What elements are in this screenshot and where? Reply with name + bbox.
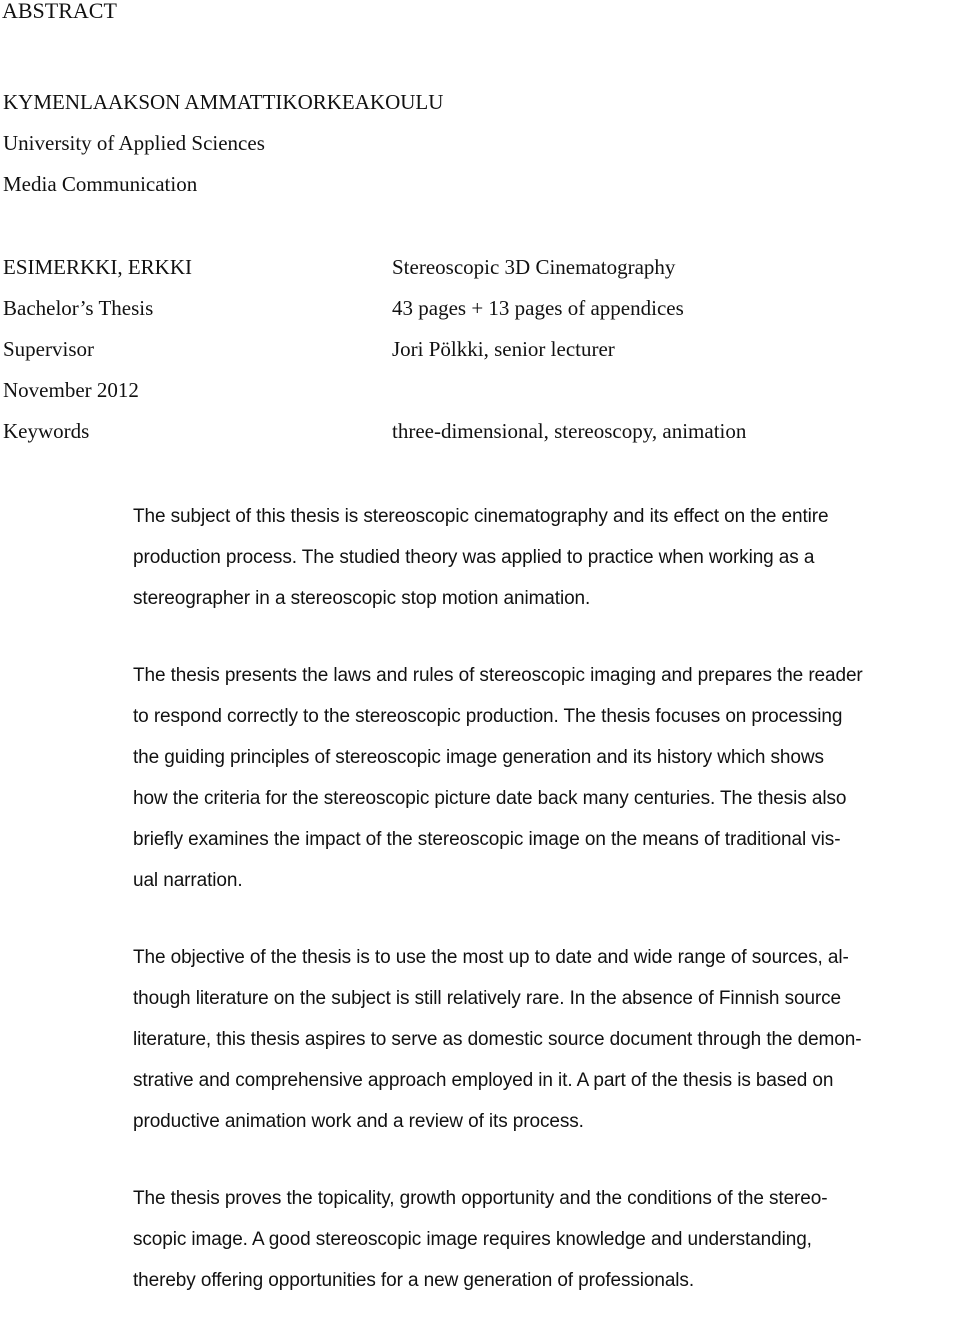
paragraph-line: though literature on the subject is still relatively rare. In the absence of Finnish source (133, 988, 842, 1009)
institution-name: KYMENLAAKSON AMMATTIKORKEAKOULU (3, 90, 444, 114)
paragraph-line: thereby offering opportunities for a new generation of professionals. (133, 1270, 694, 1291)
institution-block (3, 82, 443, 205)
supervisor-name: Jori Pölkki, senior lecturer (392, 337, 615, 361)
thesis-type-label: Bachelor’s Thesis (3, 296, 154, 320)
thesis-info-values (392, 247, 746, 452)
degree-program: Media Communication (3, 172, 198, 196)
paragraph-line: productive animation work and a review of its process. (133, 1111, 584, 1132)
paragraph-line: the guiding principles of stereoscopic image generation and its history which shows (133, 747, 824, 768)
abstract-heading: ABSTRACT (2, 0, 117, 23)
keywords-value: three-dimensional, stereoscopy, animation (392, 419, 747, 443)
abstract-paragraph (133, 655, 958, 901)
paragraph-line: stereographer in a stereoscopic stop motion animation. (133, 588, 591, 609)
abstract-paragraph (133, 937, 958, 1142)
paragraph-line: how the criteria for the stereoscopic picture date back many centuries. The thesis also (133, 788, 847, 809)
thesis-info-labels (3, 247, 192, 452)
date-label: November 2012 (3, 378, 139, 402)
abstract-paragraph (133, 1178, 958, 1301)
institution-subtitle: University of Applied Sciences (3, 131, 265, 155)
paragraph-line: The thesis proves the topicality, growth opportunity and the conditions of the stereo- (133, 1188, 828, 1209)
abstract-paragraph (133, 496, 958, 619)
paragraph-line: production process. The studied theory was applied to practice when working as a (133, 547, 815, 568)
paragraph-line: The thesis presents the laws and rules of stereoscopic imaging and prepares the reader (133, 665, 863, 686)
paragraph-line: briefly examines the impact of the stereoscopic image on the means of traditional vis- (133, 829, 841, 850)
keywords-label: Keywords (3, 419, 90, 443)
empty-value (392, 370, 746, 411)
paragraph-line: The subject of this thesis is stereoscopic cinematography and its effect on the entire (133, 506, 829, 527)
author-name: ESIMERKKI, ERKKI (3, 255, 192, 279)
abstract-body (133, 496, 958, 1337)
page-count: 43 pages + 13 pages of appendices (392, 296, 684, 320)
paragraph-line: strative and comprehensive approach employed in it. A part of the thesis is based on (133, 1070, 834, 1091)
thesis-title: Stereoscopic 3D Cinematography (392, 255, 676, 279)
paragraph-line: The objective of the thesis is to use the most up to date and wide range of sources, al- (133, 947, 849, 968)
paragraph-line: literature, this thesis aspires to serve as domestic source document through the demon- (133, 1029, 862, 1050)
paragraph-line: scopic image. A good stereoscopic image requires knowledge and understanding, (133, 1229, 812, 1250)
paragraph-line: to respond correctly to the stereoscopic production. The thesis focuses on processing (133, 706, 843, 727)
supervisor-label: Supervisor (3, 337, 94, 361)
paragraph-line: ual narration. (133, 870, 243, 891)
